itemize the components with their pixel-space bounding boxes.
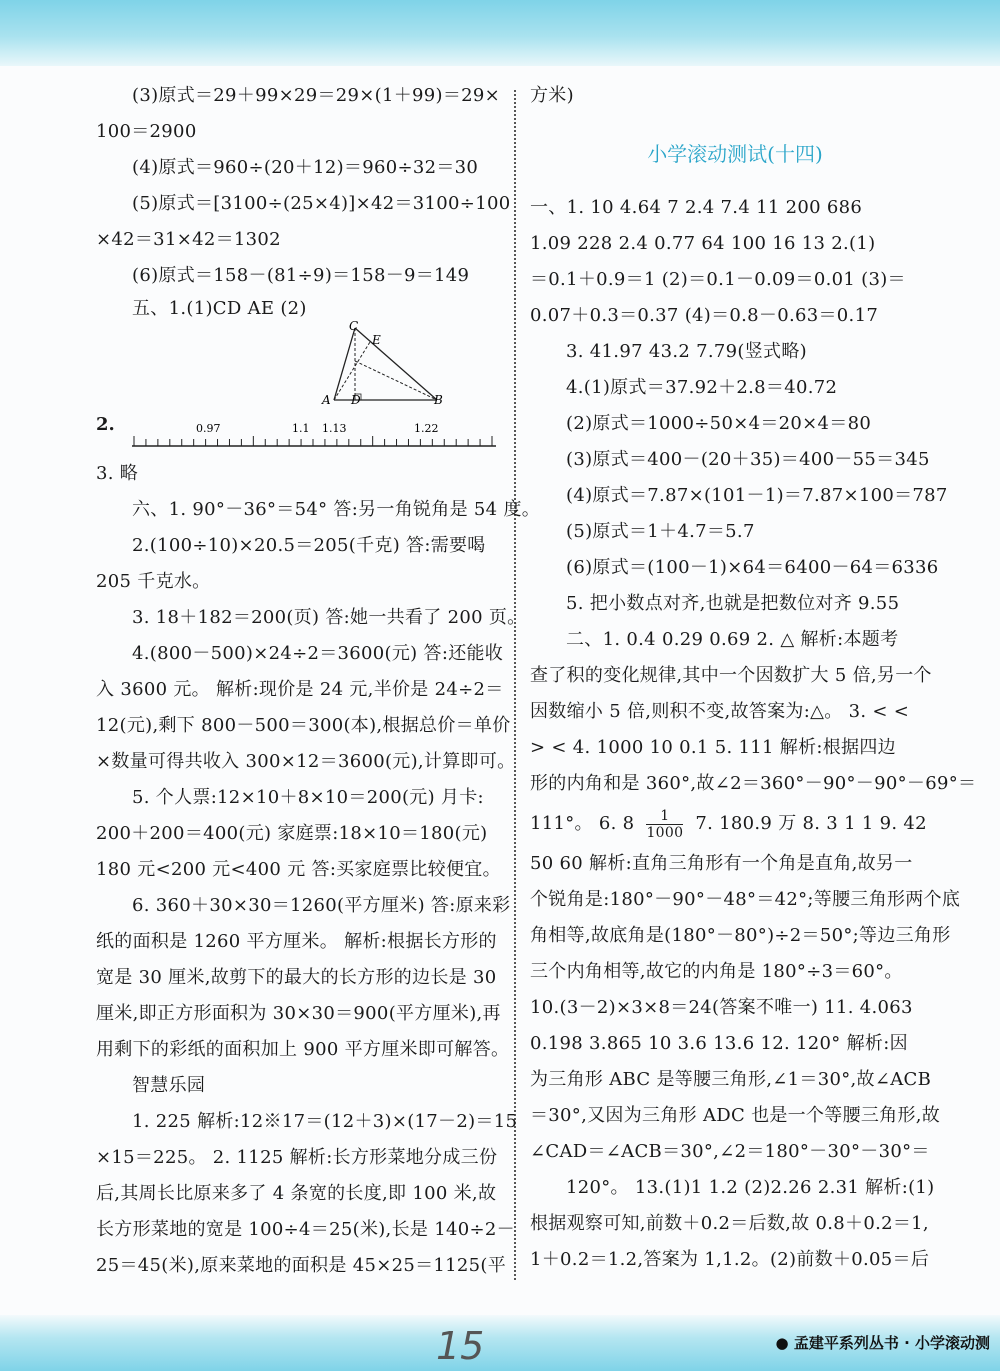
text-line: 120°。 13.(1)1 1.2 (2)2.26 2.31 解析:(1) [566,1177,935,1198]
text-line: > < 4. 1000 10 0.1 5. 111 解析:根据四边 [530,737,896,758]
text-line: 0.198 3.865 10 3.6 13.6 12. 120° 解析:因 [530,1033,908,1054]
text-line: 50 60 解析:直角三角形有一个角是直角,故另一 [530,853,913,874]
text-line: 1. 225 解析:12※17＝(12＋3)×(17－2)＝15 [132,1111,518,1132]
text-line: 一、1. 10 4.64 7 2.4 7.4 11 200 686 [530,197,863,218]
text-line: 5. 个人票:12×10＋8×10＝200(元) 月卡: [132,787,484,808]
number-line-label: 1.22 [414,422,439,435]
vertex-e-label: E [372,333,381,347]
fraction-line [530,802,940,846]
text-line: 10.(3－2)×3×8＝24(答案不唯一) 11. 4.063 [530,997,913,1018]
text-line: 个锐角是:180°－90°－48°＝42°;等腰三角形两个底 [530,889,961,910]
text-line: 5. 把小数点对齐,也就是把数位对齐 9.55 [566,593,900,614]
column-divider [514,90,516,1280]
left-column [96,78,541,1284]
number-line [96,410,500,456]
right-column [530,78,977,1278]
text-line: 180 元<200 元<400 元 答:买家庭票比较便宜。 [96,859,501,880]
text-line: 100＝2900 [96,121,197,142]
text-line: 形的内角和是 360°,故∠2＝360°－90°－90°－69°＝ [530,773,977,794]
number-line-label: 1.1 [292,422,310,435]
triangle-diagram [96,318,500,404]
right-lines-b [530,846,961,1278]
text-line: 厘米,即正方形面积为 30×30＝900(平方厘米),再 [96,1003,501,1024]
text-line: (5)原式＝1＋4.7＝5.7 [566,521,755,542]
text-line: 3. 41.97 43.2 7.79(竖式略) [566,341,807,362]
text-line: 后,其周长比原来多了 4 条宽的长度,即 100 米,故 [96,1183,497,1204]
text-line: 4.(800－500)×24÷2＝3600(元) 答:还能收 [132,643,504,664]
text-line: 2.(100÷10)×20.5＝205(千克) 答:需要喝 [132,535,486,556]
text-line: 1＋0.2＝1.2,答案为 1,1.2。(2)前数＋0.05＝后 [530,1249,930,1270]
text-line: 纸的面积是 1260 平方厘米。 解析:根据长方形的 [96,931,497,952]
fraction-line-pre: 111°。 6. 8 [530,813,635,834]
text-line: 25＝45(米),原来菜地的面积是 45×25＝1125(平 [96,1255,507,1276]
number-line-label: 0.97 [196,422,221,435]
text-line: 根据观察可知,前数＋0.2＝后数,故 0.8＋0.2＝1, [530,1213,929,1234]
text-line: 智慧乐园 [132,1075,206,1096]
text-line: 3. 略 [96,463,139,484]
text-line: ＝0.1＋0.9＝1 (2)＝0.1－0.09＝0.01 (3)＝ [530,269,906,290]
text-line: 六、1. 90°－36°＝54° 答:另一角锐角是 54 度。 [132,499,541,520]
text-line: 1.09 228 2.4 0.77 64 100 16 13 2.(1) [530,233,876,254]
fraction-line-post: 7. 180.9 万 8. 3 1 1 9. 42 [695,813,927,834]
text-line: 为三角形 ABC 是等腰三角形,∠1＝30°,故∠ACB [530,1069,932,1090]
text-line: ×数量可得共收入 300×12＝3600(元),计算即可。 [96,751,516,772]
text-line: 3. 18＋182＝200(页) 答:她一共看了 200 页。 [132,607,526,628]
text-line: ×15＝225。 2. 1125 解析:长方形菜地分成三份 [96,1147,498,1168]
text-line: 205 千克水。 [96,571,211,592]
vertex-d-label: D [351,393,361,404]
text-line: ∠CAD＝∠ACB＝30°,∠2＝180°－30°－30°＝ [530,1141,930,1162]
vertex-c-label: C [349,319,359,333]
vertex-a-label: A [322,393,331,404]
text-line: (6)原式＝(100－1)×64＝6400－64＝6336 [566,557,939,578]
fraction [646,808,683,841]
question-2-label: 2. [96,414,115,435]
text-line: (4)原式＝960÷(20＋12)＝960÷32＝30 [132,157,479,178]
text-line: (4)原式＝7.87×(101－1)＝7.87×100＝787 [566,485,948,506]
right-lines-a [530,190,977,802]
text-line: ×42＝31×42＝1302 [96,229,281,250]
text-line: 0.07＋0.3＝0.37 (4)＝0.8－0.63＝0.17 [530,305,879,326]
text-line: 查了积的变化规律,其中一个因数扩大 5 倍,另一个 [530,665,932,686]
left-lines-a [96,78,511,294]
top-decorative-band [0,0,1000,66]
text-line: (5)原式＝[3100÷(25×4)]×42＝3100÷100 [132,193,511,214]
text-line: 角相等,故底角是(180°－80°)÷2＝50°;等边三角形 [530,925,951,946]
fraction-denominator: 1000 [646,824,684,841]
text-line: 三个内角相等,故它的内角是 180°÷3＝60°。 [530,961,903,982]
text-line: 6. 360＋30×30＝1260(平方厘米) 答:原来彩 [132,895,511,916]
text-line: 4.(1)原式＝37.92＋2.8＝40.72 [566,377,838,398]
text-line: (2)原式＝1000÷50×4＝20×4＝80 [566,413,872,434]
text-line: (6)原式＝158－(81÷9)＝158－9＝149 [132,265,470,286]
number-line-row [96,410,500,456]
text-line: 12(元),剩下 800－500＝300(本),根据总价＝单价 [96,715,511,736]
text-line: (3)原式＝400－(20＋35)＝400－55＝345 [566,449,930,470]
text-line: 200＋200＝400(元) 家庭票:18×10＝180(元) [96,823,488,844]
text-line: 入 3600 元。 解析:现价是 24 元,半价是 24÷2＝ [96,679,504,700]
text-line: 宽是 30 厘米,故剪下的最大的长方形的边长是 30 [96,967,497,988]
text-line: 用剩下的彩纸的面积加上 900 平方厘米即可解答。 [96,1039,510,1060]
page-number: 15 [436,1324,485,1368]
text-line: ＝30°,又因为三角形 ADC 也是一个等腰三角形,故 [530,1105,941,1126]
fraction-numerator: 1 [646,808,683,825]
section-title: 小学滚动测试(十四) [647,142,823,166]
number-line-label: 1.13 [322,422,347,435]
left-lines-b [96,456,541,1284]
text-line: 长方形菜地的宽是 100÷4＝25(米),长是 140÷2－ [96,1219,515,1240]
text-line: (3)原式＝29＋99×29＝29×(1＋99)＝29× [132,85,501,106]
section-5-label: 五、1.(1)CD AE (2) [132,298,307,319]
text-line: 因数缩小 5 倍,则积不变,故答案为:△。 3. < < [530,701,910,722]
text-line: 二、1. 0.4 0.29 0.69 2. △ 解析:本题考 [566,629,899,650]
footer-series-title: ● 孟建平系列丛书 · 小学滚动测 [775,1334,990,1352]
right-top-line: 方米) [530,85,574,106]
vertex-b-label: B [434,393,443,404]
triangle-figure [96,319,500,410]
